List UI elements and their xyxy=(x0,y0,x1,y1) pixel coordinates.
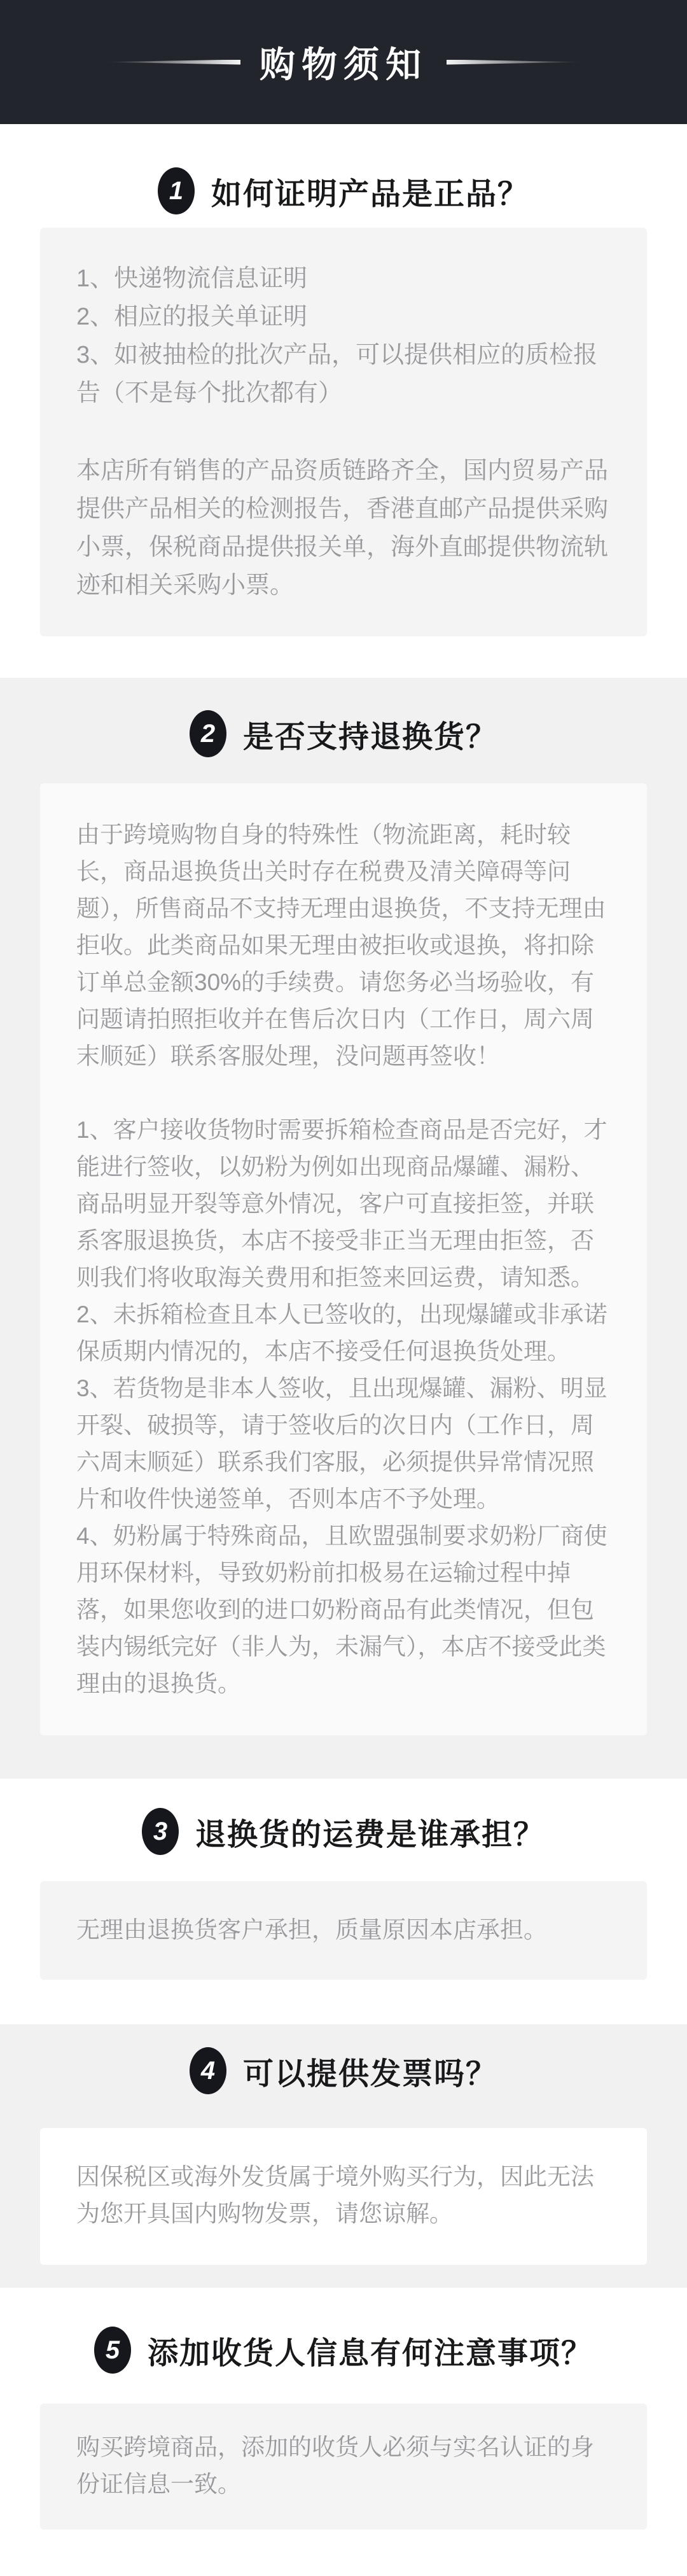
section-number-badge-3: 3 xyxy=(142,1808,179,1855)
section-3-content-box xyxy=(40,1881,647,1980)
proof-list-item: 2、相应的报关单证明 xyxy=(76,304,308,330)
section-2-title-row xyxy=(0,710,687,758)
section-5-content-box xyxy=(40,2404,647,2530)
header-bar xyxy=(0,0,687,124)
returns-rule-item: 2、未拆箱检查且本人已签收的，出现爆罐或非承诺保质期内情况的，本店不接受任何退换货处理。 xyxy=(76,1301,607,1364)
section-2-content-box xyxy=(40,783,647,1735)
authenticity-paragraph: 本店所有销售的产品资质链路齐全，国内贸易产品提供产品相关的检测报告，香港直邮产品提供采购小票，保税商品提供报关单，海外直邮提供物流轨迹和相关采购小票。 xyxy=(76,458,609,599)
proof-list-item: 3、如被抽检的批次产品，可以提供相应的质检报告（不是每个批次都有） xyxy=(76,342,598,407)
section-1-title-row xyxy=(0,167,687,215)
section-authenticity xyxy=(0,124,687,678)
section-5-title-row xyxy=(0,2326,687,2374)
section-recipient-info xyxy=(0,2288,687,2576)
section-4-title: 可以提供发票吗？ xyxy=(242,2057,497,2091)
taper-line-right-icon xyxy=(447,60,583,65)
taper-line-left-icon xyxy=(104,60,240,65)
shipping-fee-paragraph: 无理由退换货客户承担，质量原因本店承担。 xyxy=(76,1917,547,1943)
returns-rule-item: 1、客户接收货物时需要拆箱检查商品是否完好，才能进行签收，以奶粉为例如出现商品爆罐、漏粉、商品明显开裂等意外情况，客户可直接拒签，并联系客服退换货，本店不接受非正当无理由拒签，否则我们将收取海关费用和拒签来回运费，请知悉。 xyxy=(76,1117,607,1291)
section-shipping-fee xyxy=(0,1779,687,2024)
section-3-title: 退换货的运费是谁承担？ xyxy=(195,1817,545,1852)
section-number-badge-2: 2 xyxy=(190,710,226,757)
section-invoice xyxy=(0,2024,687,2288)
page-title: 购物须知 xyxy=(260,44,427,85)
section-number-badge-1: 1 xyxy=(158,167,195,214)
section-1-title: 如何证明产品是正品？ xyxy=(211,177,529,211)
section-2-title: 是否支持退换货？ xyxy=(242,720,497,754)
recipient-info-paragraph: 购买跨境商品，添加的收货人必须与实名认证的身份证信息一致。 xyxy=(76,2434,594,2497)
returns-rule-item: 3、若货物是非本人签收，且出现爆罐、漏粉、明显开裂、破损等，请于签收后的次日内（工作日，周六周末顺延）联系我们客服，必须提供异常情况照片和收件快递签单，否则本店不予处理。 xyxy=(76,1375,607,1512)
section-3-title-row xyxy=(0,1807,687,1856)
section-number-badge-4: 4 xyxy=(190,2047,226,2094)
proof-list-item: 1、快递物流信息证明 xyxy=(76,265,308,292)
proof-list xyxy=(76,260,611,412)
section-returns-policy xyxy=(0,678,687,1779)
returns-intro-paragraph: 由于跨境购物自身的特殊性（物流距离，耗时较长，商品退换货出关时存在税费及清关障碍等问题），所售商品不支持无理由退换货，不支持无理由拒收。此类商品如果无理由被拒收或退换，将扣除订单总金额30%的手续费。请您务必当场验收，有问题请拍照拒收并在售后次日内（工作日，周六周末顺延）联系客服处理，没问题再签收！ xyxy=(76,822,606,1069)
section-1-content-box xyxy=(40,228,647,636)
invoice-paragraph: 因保税区或海外发货属于境外购买行为，因此无法为您开具国内购物发票，请您谅解。 xyxy=(76,2164,594,2227)
section-4-content-box xyxy=(40,2128,647,2265)
section-4-title-row xyxy=(0,2047,687,2095)
section-number-badge-5: 5 xyxy=(94,2327,131,2374)
returns-rule-item: 4、奶粉属于特殊商品，且欧盟强制要求奶粉厂商使用环保材料，导致奶粉前扣极易在运输过程中掉落，如果您收到的进口奶粉商品有此类情况，但包装内锡纸完好（非人为，未漏气），本店不接受此类理由的退换货。 xyxy=(76,1523,607,1697)
section-5-title: 添加收货人信息有何注意事项？ xyxy=(147,2336,593,2370)
